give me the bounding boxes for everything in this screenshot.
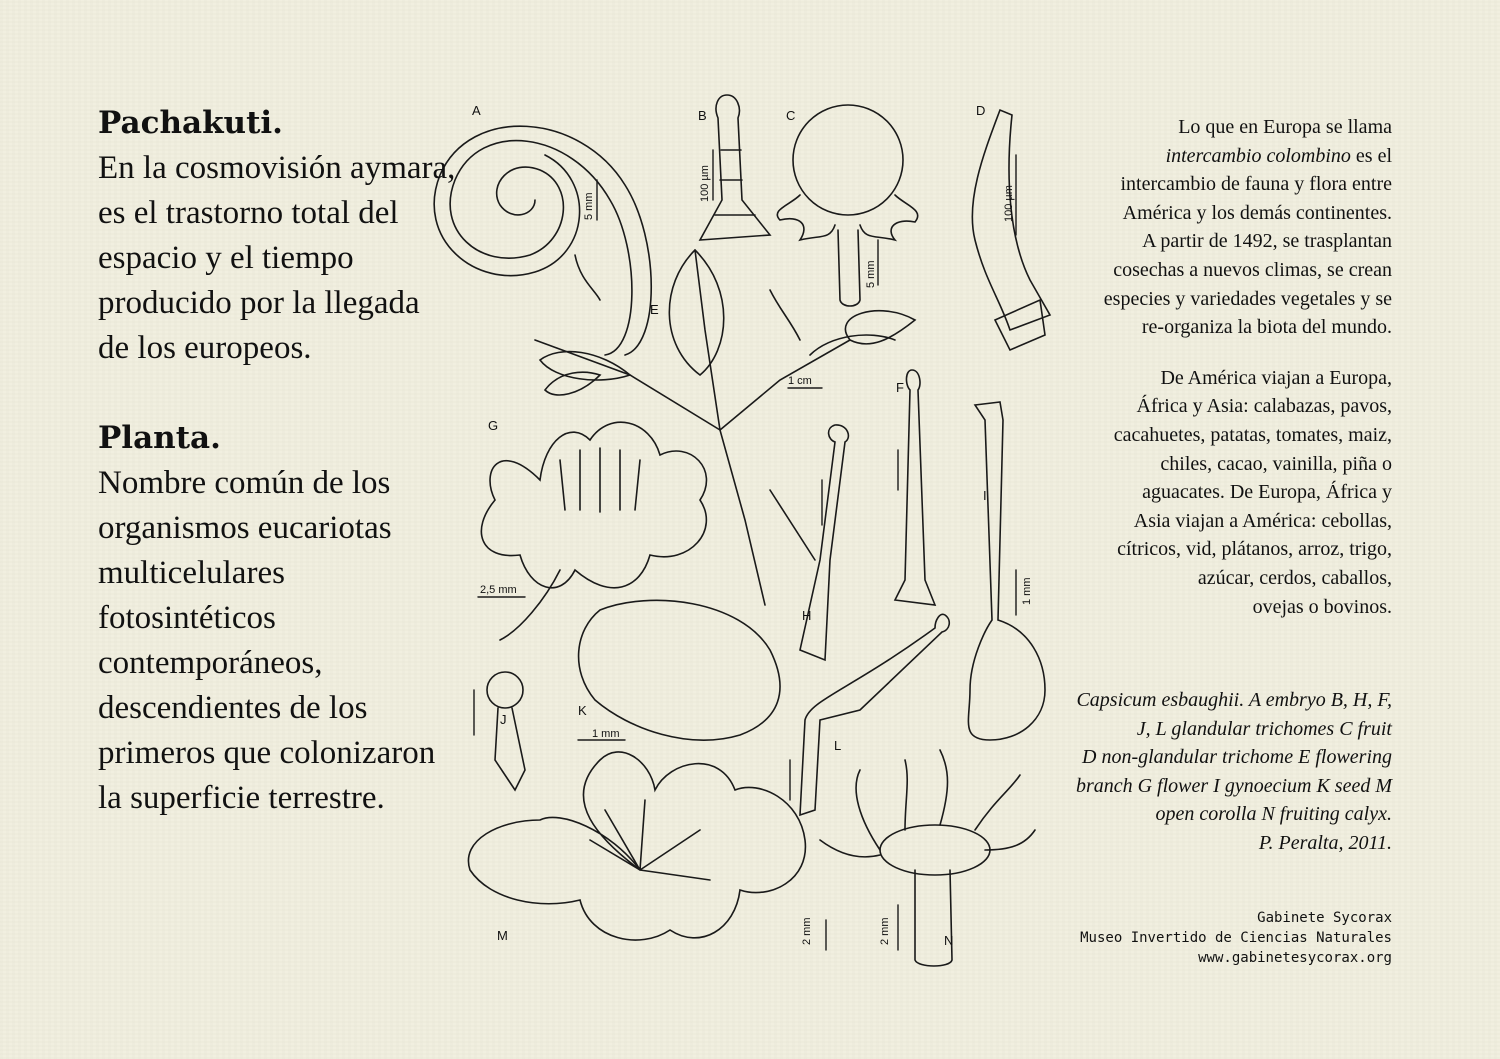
definitions-column [98, 100, 518, 821]
figure-labels [472, 103, 1033, 948]
scale-label-c: 5 mm [865, 260, 877, 288]
scale-label-e: 1 cm [788, 375, 812, 387]
text-line: Lo que en Europa se llama [1178, 116, 1392, 138]
text-line: intercambio de fauna y flora entre [1120, 173, 1392, 196]
term-planta: Planta. [98, 420, 221, 456]
label-k: K [578, 703, 587, 718]
text-line: ovejas o bovinos. [1252, 595, 1392, 618]
credit-museo: Museo Invertido de Ciencias Naturales [1080, 930, 1392, 946]
definition-line: de los europeos. [98, 330, 312, 366]
open-corolla-drawing-m [468, 752, 805, 940]
italic-term: intercambio colombino [1165, 144, 1351, 167]
text-line: cacahuetes, patatas, tomates, maiz, [1113, 423, 1392, 446]
scale-label-i: 1 mm [1021, 577, 1033, 605]
caption-line: open corolla N fruiting calyx. [1155, 803, 1392, 825]
text-line: aguacates. De Europa, África y [1142, 481, 1392, 504]
exchange-text-column [1010, 113, 1392, 621]
definition-line: contemporáneos, [98, 645, 323, 681]
definition-planta [98, 461, 518, 821]
definition-line: la superficie terrestre. [98, 780, 385, 816]
label-i: I [983, 488, 987, 503]
definition-line: espacio y el tiempo [98, 240, 354, 276]
credits-block [1020, 908, 1392, 968]
seed-drawing-k [579, 600, 780, 740]
text-line: Asia viajan a América: cebollas, [1133, 509, 1392, 532]
definition-line: Nombre común de los [98, 465, 391, 501]
label-a: A [472, 103, 481, 118]
caption-line: P. Peralta, 2011. [1258, 831, 1392, 854]
text-fragment: es el [1350, 144, 1392, 167]
term-pachakuti: Pachakuti. [98, 105, 283, 141]
scale-label-d: 100 µm [1003, 185, 1015, 222]
scale-label-b: 100 µm [699, 165, 711, 202]
label-l: L [834, 738, 842, 753]
caption-line: D non-glandular trichome E flowering [1082, 746, 1392, 768]
scale-bars [474, 150, 1016, 950]
scale-label-a: 5 mm [583, 192, 595, 220]
label-b: B [698, 108, 707, 123]
definition-line: producido por la llegada [98, 285, 420, 321]
credit-gabinete: Gabinete Sycorax [1257, 910, 1392, 926]
caption-line: J, L glandular trichomes C fruit [1136, 717, 1392, 740]
label-n: N [944, 933, 954, 948]
figure-caption [1020, 686, 1392, 857]
definition-line: fotosintéticos [98, 600, 276, 636]
spacer [98, 371, 518, 415]
trichome-drawing-h [770, 425, 848, 660]
definition-line: En la cosmovisión aymara, [98, 150, 456, 186]
fruit-drawing-c [777, 105, 917, 306]
label-f: F [896, 380, 904, 395]
label-g: G [488, 418, 499, 433]
trichome-drawing-f [895, 370, 935, 605]
text-line: especies y variedades vegetales y se [1103, 287, 1392, 310]
label-e: E [650, 302, 659, 317]
text-line: América y los demás continentes. [1122, 201, 1392, 224]
paragraph-intercambio [1010, 113, 1392, 342]
text-line: De América viajan a Europa, [1160, 366, 1392, 389]
caption-line: branch G flower I gynoecium K seed M [1075, 774, 1392, 797]
text-line: re-organiza la biota del mundo. [1141, 316, 1392, 339]
definition-line: organismos eucariotas [98, 510, 392, 546]
definition-pachakuti [98, 146, 518, 371]
label-h: H [802, 608, 812, 623]
label-d: D [976, 103, 986, 118]
credit-website-link[interactable]: www.gabinetesycorax.org [1198, 950, 1392, 966]
paragraph-viajes [1010, 364, 1392, 621]
scale-label-m: 2 mm [801, 917, 813, 945]
text-line: azúcar, cerdos, caballos, [1197, 566, 1392, 589]
text-line: chiles, cacao, vainilla, piña o [1160, 452, 1392, 475]
definition-line: es el trastorno total del [98, 195, 399, 231]
text-line: cosechas a nuevos climas, se crean [1113, 258, 1392, 281]
text-line: África y Asia: calabazas, pavos, [1136, 395, 1392, 418]
fruiting-calyx-drawing-n [820, 750, 1035, 966]
label-j: J [500, 712, 507, 727]
definition-line: multicelulares [98, 555, 285, 591]
scale-label-k: 1 mm [592, 728, 620, 740]
trichome-drawing-l [800, 614, 949, 815]
scale-label-g: 2,5 mm [480, 584, 517, 596]
text-line: cítricos, vid, plátanos, arroz, trigo, [1117, 538, 1392, 561]
caption-line: Capsicum esbaughii. A embryo B, H, F, [1076, 689, 1392, 711]
definition-line: primeros que colonizaron [98, 735, 436, 771]
text-line: A partir de 1492, se trasplantan [1142, 230, 1392, 253]
label-c: C [786, 108, 796, 123]
definition-line: descendientes de los [98, 690, 368, 726]
scale-label-n: 2 mm [879, 917, 891, 945]
label-m: M [497, 928, 508, 943]
